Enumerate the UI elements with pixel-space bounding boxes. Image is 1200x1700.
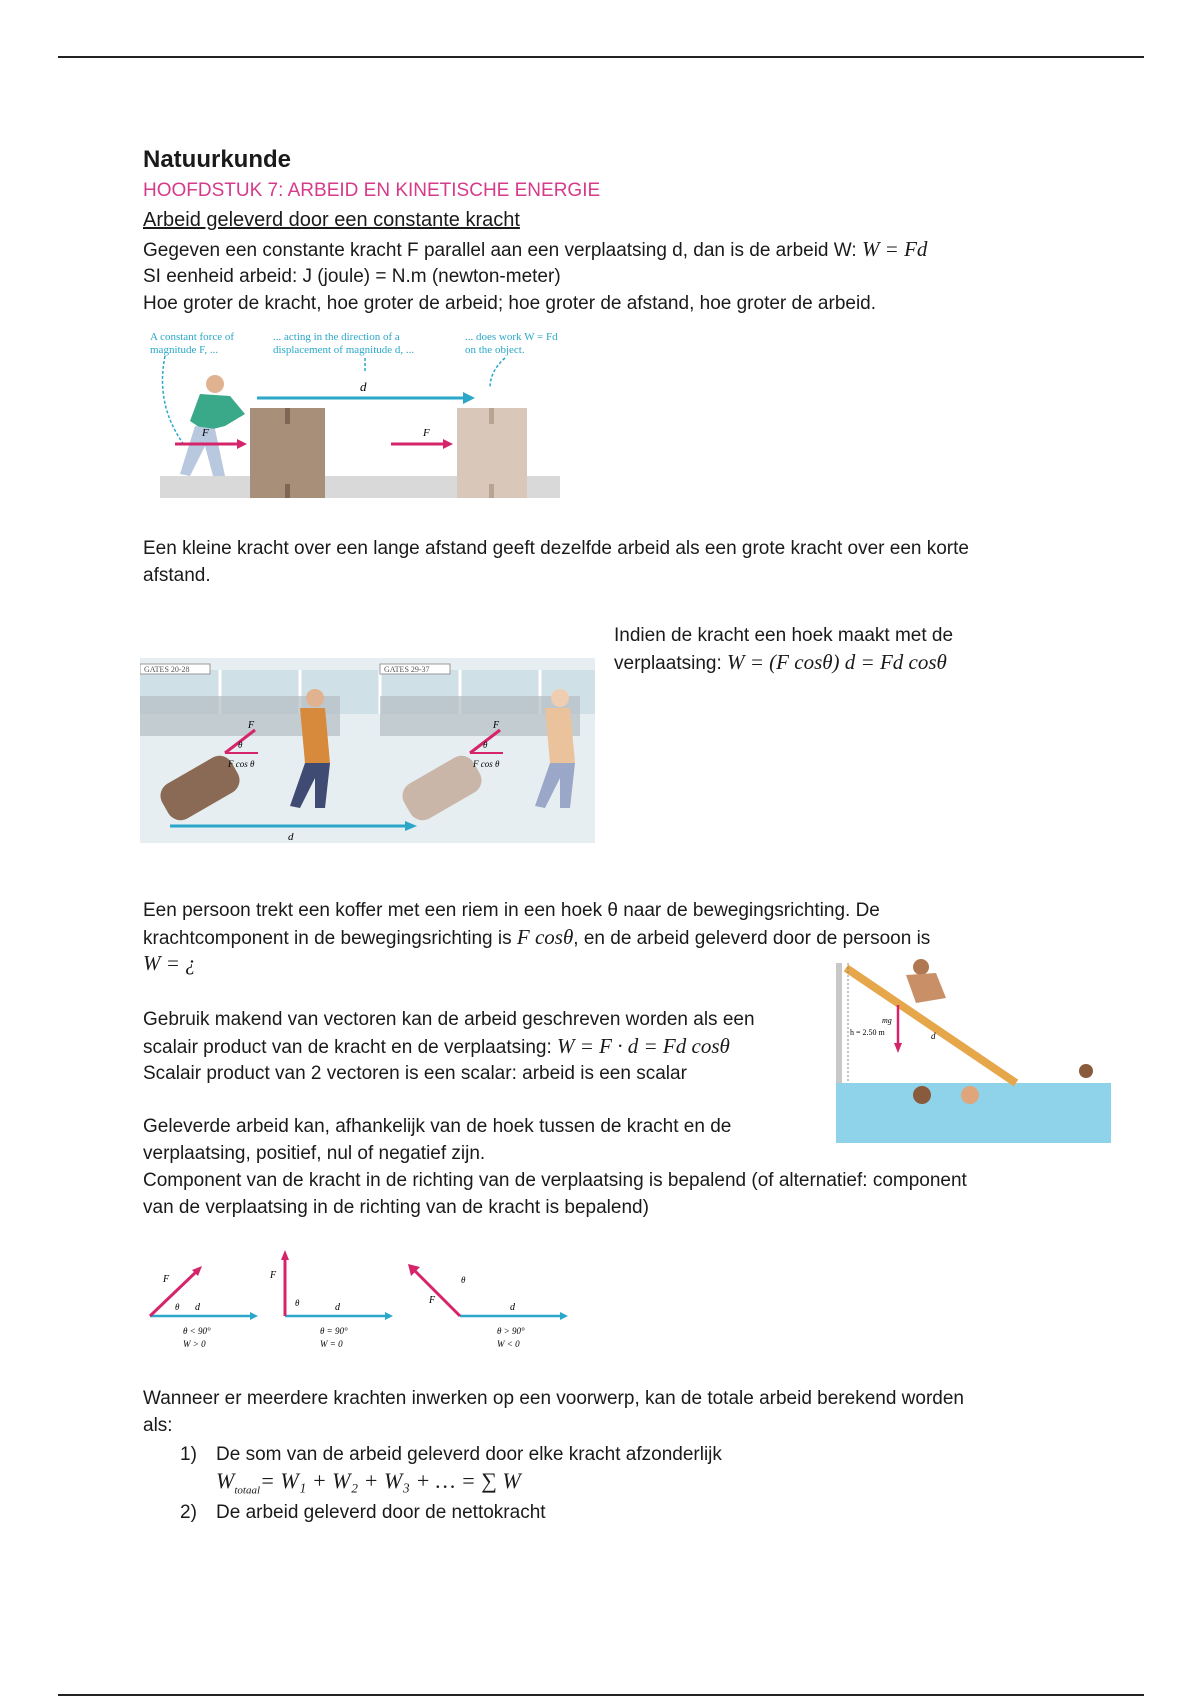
sum-rest: = W₁ + W₂ + W₃ + … = ∑ W [260,1468,521,1493]
paragraph-suitcase-2 [143,924,930,952]
fig3-swimmer-1 [913,1086,931,1104]
formula-w-fd: W = Fd [861,237,928,261]
formula-dot-product: W = F · d = Fd cosθ [557,1034,730,1058]
list-number-2: 2) [180,1502,197,1523]
paragraph-vectors-2 [143,1033,730,1061]
case2-theta: θ [295,1298,300,1308]
fig2-label-f2: F [493,720,500,731]
paragraph-equivalence-2: afstand. [143,565,211,586]
paragraph-suitcase-3: W = ¿ [143,951,196,975]
bottom-rule [58,1694,1144,1696]
case1-d: d [195,1302,200,1313]
paragraph-proportionality: Hoe groter de kracht, hoe groter de arbeid; hoe groter de afstand, hoe groter de arbeid. [143,293,877,314]
list-number-1: 1) [180,1444,197,1465]
fig1-box-2-tape-bottom [489,484,494,498]
list-item [180,1441,722,1468]
fig2-person-2 [545,708,575,763]
fig1-label-f1: F [202,427,209,439]
fig1-caption-1a: A constant force of [150,331,234,343]
paragraph-si-unit: SI eenheid arbeid: J (joule) = N.m (newton-meter) [143,266,561,287]
figure-constant-force [145,326,565,521]
case2-cond: θ = 90° [320,1326,348,1336]
section-heading: Arbeid geleverd door een constante kracht [143,209,520,231]
fig2-label-f1: F [248,720,255,731]
suitcase-text-a: krachtcomponent in de bewegingsrichting is [143,928,512,949]
definition-text: Gegeven een constante kracht F parallel aan een verplaatsing d, dan is de arbeid W: [143,240,857,261]
fig2-fcos-label-2: F cos θ [473,759,500,769]
fig2-gate-label-1: GATES 20-28 [144,665,190,674]
paragraph-total-work-2: als: [143,1415,173,1436]
sum-w: W [216,1468,235,1493]
figure-angle-cases [145,1238,575,1358]
formula-sum-work [216,1468,521,1496]
fig2-fcos-label-1: F cos θ [228,759,255,769]
figure-suitcase-angle [140,658,595,843]
paragraph-sign-4: van de verplaatsing in de richting van de kracht is bepalend) [143,1197,649,1218]
fig1-caption-3a: ... does work W = Fd [465,331,558,343]
fig1-box-1-tape-bottom [285,484,290,498]
angle-text-2: verplaatsing: [614,653,722,674]
fig3-label-d: d [931,1031,936,1041]
fig2-label-theta2: θ [483,740,488,750]
chapter-heading: HOOFDSTUK 7: ARBEID EN KINETISCHE ENERGIE [143,180,601,201]
fig1-person-head [206,375,224,393]
fig3-height-label: h = 2.50 m [850,1028,885,1037]
fig1-caption-1b: magnitude F, ... [150,344,219,356]
fig3-pole [836,963,842,1083]
fig1-caption-2a: ... acting in the direction of a [273,331,400,343]
paragraph-sign-2: verplaatsing, positief, nul of negatief zijn. [143,1143,486,1164]
fig2-person-1-head [306,689,324,707]
fig2-gate-label-2: GATES 29-37 [384,665,430,674]
case2-result: W = 0 [320,1339,343,1349]
case1-result: W > 0 [183,1339,206,1349]
list-text-1: De som van de arbeid geleverd door elke kracht afzonderlijk [216,1444,722,1465]
case1-theta: θ [175,1302,180,1312]
case1-f: F [163,1274,170,1285]
page-title: Natuurkunde [143,146,292,173]
angle-text-2-line [614,649,947,677]
paragraph-total-work-1: Wanneer er meerdere krachten inwerken op een voorwerp, kan de totale arbeid berekend worden [143,1388,964,1409]
case3-d: d [510,1302,515,1313]
fig2-label-theta1: θ [238,740,243,750]
paragraph-equivalence-1: Een kleine kracht over een lange afstand geeft dezelfde arbeid als een grote kracht over een korte [143,538,969,559]
paragraph-vectors-1: Gebruik makend van vectoren kan de arbeid geschreven worden als een [143,1009,755,1030]
fig1-caption-2b: displacement of magnitude d, ... [273,344,415,356]
fig3-swimmer-2 [961,1086,979,1104]
case3-cond: θ > 90° [497,1326,525,1336]
fig3-label-mg: mg [882,1016,892,1025]
fig1-label-f2: F [423,427,430,439]
fig2-label-d: d [288,831,294,843]
fig2-person-1 [300,708,330,763]
formula-fcos: F cosθ [516,925,574,949]
paragraph-sign-1: Geleverde arbeid kan, afhankelijk van de hoek tussen de kracht en de [143,1116,732,1137]
paragraph-suitcase-1: Een persoon trekt een koffer met een riem in een hoek θ naar de bewegingsrichting. De [143,900,880,921]
case3-result: W < 0 [497,1339,520,1349]
fig1-box-1-tape [285,408,290,424]
case1-cond: θ < 90° [183,1326,211,1336]
fig3-swimmer-3 [1079,1064,1093,1078]
case2-f: F [270,1270,277,1281]
case3-f: F [429,1295,436,1306]
fig2-person-2-head [551,689,569,707]
fig1-label-d: d [360,379,367,394]
paragraph-sign-3: Component van de kracht in de richting van de verplaatsing is bepalend (of alternatief: component [143,1170,967,1191]
fig3-person-head [913,959,929,975]
angle-text-1: Indien de kracht een hoek maakt met de [614,625,954,646]
top-rule [58,56,1144,58]
figure-waterslide [836,953,1111,1143]
suitcase-text-b: , en de arbeid geleverd door de persoon is [573,928,931,949]
list-item [180,1499,546,1526]
case2-d: d [335,1302,340,1313]
vectors-text: scalair product van de kracht en de verplaatsing: [143,1037,552,1058]
formula-angle-work: W = (F cosθ) d = Fd cosθ [727,650,947,674]
list-text-2: De arbeid geleverd door de nettokracht [216,1502,546,1523]
case3-theta: θ [461,1275,466,1285]
sum-subscript-total: totaal [234,1484,260,1497]
fig1-caption-3b: on the object. [465,344,525,356]
paragraph-definition [143,236,927,264]
fig1-box-2-tape [489,408,494,424]
paragraph-vectors-3: Scalair product van 2 vectoren is een scalar: arbeid is een scalar [143,1063,687,1084]
